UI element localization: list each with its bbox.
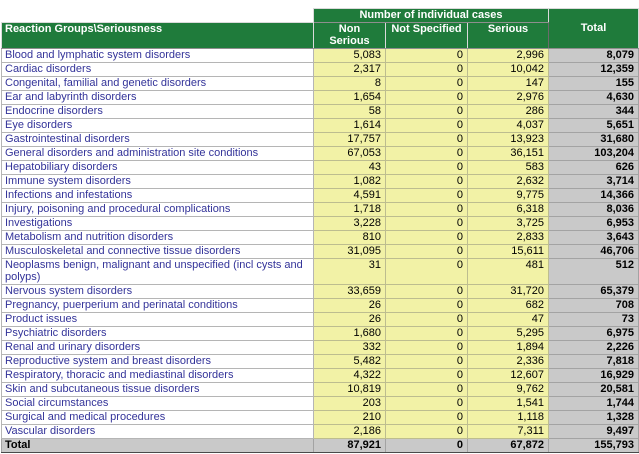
table-body <box>2 49 639 439</box>
not-specified-value: 0 <box>386 259 468 285</box>
table-row <box>2 327 639 341</box>
not-specified-value: 0 <box>386 63 468 77</box>
serious-value: 13,923 <box>468 133 549 147</box>
total-column-header: Total <box>549 9 639 49</box>
non-serious-value: 203 <box>314 397 386 411</box>
not-specified-value: 0 <box>386 425 468 439</box>
row-total-value: 512 <box>549 259 639 285</box>
non-serious-value: 10,819 <box>314 383 386 397</box>
row-total-value: 4,630 <box>549 91 639 105</box>
serious-value: 12,607 <box>468 369 549 383</box>
non-serious-value: 17,757 <box>314 133 386 147</box>
row-total-value: 1,744 <box>549 397 639 411</box>
non-serious-value: 1,082 <box>314 175 386 189</box>
not-specified-value: 0 <box>386 161 468 175</box>
group-header: Number of individual cases <box>314 9 549 23</box>
reaction-group-label[interactable]: Cardiac disorders <box>2 63 314 77</box>
reaction-group-label[interactable]: Renal and urinary disorders <box>2 341 314 355</box>
table-row <box>2 231 639 245</box>
total-non-serious-value: 87,921 <box>314 439 386 453</box>
column-header-non-serious: Non Serious <box>314 23 386 49</box>
non-serious-value: 2,317 <box>314 63 386 77</box>
not-specified-value: 0 <box>386 341 468 355</box>
row-dimension-header: Reaction Groups\Seriousness <box>2 23 314 49</box>
non-serious-value: 1,654 <box>314 91 386 105</box>
row-total-value: 8,036 <box>549 203 639 217</box>
not-specified-value: 0 <box>386 245 468 259</box>
serious-value: 15,611 <box>468 245 549 259</box>
serious-value: 481 <box>468 259 549 285</box>
serious-value: 2,976 <box>468 91 549 105</box>
non-serious-value: 67,053 <box>314 147 386 161</box>
row-total-value: 103,204 <box>549 147 639 161</box>
reaction-group-label[interactable]: Psychiatric disorders <box>2 327 314 341</box>
not-specified-value: 0 <box>386 49 468 63</box>
row-total-value: 626 <box>549 161 639 175</box>
reaction-group-label[interactable]: Injury, poisoning and procedural complications <box>2 203 314 217</box>
not-specified-value: 0 <box>386 383 468 397</box>
not-specified-value: 0 <box>386 231 468 245</box>
row-total-value: 6,953 <box>549 217 639 231</box>
table-row <box>2 91 639 105</box>
serious-value: 682 <box>468 299 549 313</box>
table-row <box>2 259 639 285</box>
row-total-value: 3,643 <box>549 231 639 245</box>
serious-value: 583 <box>468 161 549 175</box>
row-total-value: 8,079 <box>549 49 639 63</box>
not-specified-value: 0 <box>386 397 468 411</box>
reaction-group-label[interactable]: Vascular disorders <box>2 425 314 439</box>
table-row <box>2 383 639 397</box>
row-total-value: 12,359 <box>549 63 639 77</box>
reaction-group-label[interactable]: Musculoskeletal and connective tissue disorders <box>2 245 314 259</box>
non-serious-value: 1,680 <box>314 327 386 341</box>
header-row-group <box>2 9 639 23</box>
serious-value: 2,336 <box>468 355 549 369</box>
row-total-value: 20,581 <box>549 383 639 397</box>
table-row <box>2 341 639 355</box>
row-total-value: 5,651 <box>549 119 639 133</box>
not-specified-value: 0 <box>386 189 468 203</box>
serious-value: 3,725 <box>468 217 549 231</box>
serious-value: 9,775 <box>468 189 549 203</box>
not-specified-value: 0 <box>386 217 468 231</box>
reaction-group-label[interactable]: Infections and infestations <box>2 189 314 203</box>
total-serious-value: 67,872 <box>468 439 549 453</box>
reaction-group-label[interactable]: Endocrine disorders <box>2 105 314 119</box>
not-specified-value: 0 <box>386 355 468 369</box>
serious-value: 7,311 <box>468 425 549 439</box>
row-total-value: 2,226 <box>549 341 639 355</box>
table-row <box>2 77 639 91</box>
table-row <box>2 369 639 383</box>
serious-value: 1,541 <box>468 397 549 411</box>
row-total-value: 65,379 <box>549 285 639 299</box>
row-total-value: 3,714 <box>549 175 639 189</box>
non-serious-value: 26 <box>314 313 386 327</box>
row-total-value: 708 <box>549 299 639 313</box>
row-total-value: 9,497 <box>549 425 639 439</box>
reaction-group-label[interactable]: Nervous system disorders <box>2 285 314 299</box>
row-total-value: 31,680 <box>549 133 639 147</box>
not-specified-value: 0 <box>386 285 468 299</box>
total-not-specified-value: 0 <box>386 439 468 453</box>
serious-value: 1,894 <box>468 341 549 355</box>
non-serious-value: 58 <box>314 105 386 119</box>
table-row <box>2 175 639 189</box>
row-total-value: 155 <box>549 77 639 91</box>
reaction-group-label[interactable]: Hepatobiliary disorders <box>2 161 314 175</box>
non-serious-value: 4,591 <box>314 189 386 203</box>
non-serious-value: 31,095 <box>314 245 386 259</box>
non-serious-value: 332 <box>314 341 386 355</box>
row-total-value: 14,366 <box>549 189 639 203</box>
not-specified-value: 0 <box>386 77 468 91</box>
table-row <box>2 189 639 203</box>
reaction-group-label[interactable]: Metabolism and nutrition disorders <box>2 231 314 245</box>
table-row <box>2 411 639 425</box>
not-specified-value: 0 <box>386 105 468 119</box>
reaction-group-label[interactable]: Congenital, familial and genetic disorders <box>2 77 314 91</box>
reaction-groups-table <box>1 8 639 453</box>
non-serious-value: 4,322 <box>314 369 386 383</box>
serious-value: 2,996 <box>468 49 549 63</box>
non-serious-value: 43 <box>314 161 386 175</box>
serious-value: 286 <box>468 105 549 119</box>
table-row <box>2 285 639 299</box>
table-row <box>2 217 639 231</box>
table-row <box>2 49 639 63</box>
not-specified-value: 0 <box>386 313 468 327</box>
not-specified-value: 0 <box>386 299 468 313</box>
reaction-group-label[interactable]: Respiratory, thoracic and mediastinal disorders <box>2 369 314 383</box>
serious-value: 2,632 <box>468 175 549 189</box>
reaction-group-label[interactable]: Eye disorders <box>2 119 314 133</box>
total-row-label: Total <box>2 439 314 453</box>
row-total-value: 6,975 <box>549 327 639 341</box>
table-row <box>2 119 639 133</box>
not-specified-value: 0 <box>386 203 468 217</box>
serious-value: 5,295 <box>468 327 549 341</box>
table-row <box>2 299 639 313</box>
non-serious-value: 5,083 <box>314 49 386 63</box>
reaction-group-label[interactable]: Reproductive system and breast disorders <box>2 355 314 369</box>
table-row <box>2 105 639 119</box>
table-row <box>2 63 639 77</box>
non-serious-value: 8 <box>314 77 386 91</box>
non-serious-value: 26 <box>314 299 386 313</box>
header-row-columns <box>2 23 639 49</box>
table-row <box>2 397 639 411</box>
serious-value: 6,318 <box>468 203 549 217</box>
reaction-group-label[interactable]: Surgical and medical procedures <box>2 411 314 425</box>
reaction-group-label[interactable]: General disorders and administration site conditions <box>2 147 314 161</box>
row-total-value: 7,818 <box>549 355 639 369</box>
reaction-group-label[interactable]: Ear and labyrinth disorders <box>2 91 314 105</box>
table-row <box>2 313 639 327</box>
non-serious-value: 33,659 <box>314 285 386 299</box>
not-specified-value: 0 <box>386 119 468 133</box>
non-serious-value: 2,186 <box>314 425 386 439</box>
table-row <box>2 355 639 369</box>
not-specified-value: 0 <box>386 327 468 341</box>
non-serious-value: 5,482 <box>314 355 386 369</box>
column-header-serious: Serious <box>468 23 549 49</box>
serious-value: 2,833 <box>468 231 549 245</box>
reaction-group-label[interactable]: Product issues <box>2 313 314 327</box>
not-specified-value: 0 <box>386 133 468 147</box>
reaction-group-label[interactable]: Immune system disorders <box>2 175 314 189</box>
serious-value: 9,762 <box>468 383 549 397</box>
non-serious-value: 31 <box>314 259 386 285</box>
row-total-value: 73 <box>549 313 639 327</box>
row-total-value: 344 <box>549 105 639 119</box>
table-row <box>2 133 639 147</box>
table-row <box>2 203 639 217</box>
table-row <box>2 147 639 161</box>
reaction-group-label[interactable]: Blood and lymphatic system disorders <box>2 49 314 63</box>
serious-value: 31,720 <box>468 285 549 299</box>
serious-value: 36,151 <box>468 147 549 161</box>
not-specified-value: 0 <box>386 91 468 105</box>
reaction-group-label[interactable]: Pregnancy, puerperium and perinatal conditions <box>2 299 314 313</box>
not-specified-value: 0 <box>386 175 468 189</box>
not-specified-value: 0 <box>386 369 468 383</box>
table-row <box>2 425 639 439</box>
row-total-value: 1,328 <box>549 411 639 425</box>
reaction-group-label[interactable]: Gastrointestinal disorders <box>2 133 314 147</box>
not-specified-value: 0 <box>386 147 468 161</box>
non-serious-value: 3,228 <box>314 217 386 231</box>
row-total-value: 46,706 <box>549 245 639 259</box>
non-serious-value: 1,718 <box>314 203 386 217</box>
non-serious-value: 210 <box>314 411 386 425</box>
total-overall-value: 155,793 <box>549 439 639 453</box>
table-row <box>2 245 639 259</box>
table-row <box>2 161 639 175</box>
corner-cell <box>2 9 314 23</box>
serious-value: 4,037 <box>468 119 549 133</box>
reaction-group-label[interactable]: Social circumstances <box>2 397 314 411</box>
reaction-group-label[interactable]: Investigations <box>2 217 314 231</box>
non-serious-value: 810 <box>314 231 386 245</box>
serious-value: 147 <box>468 77 549 91</box>
serious-value: 47 <box>468 313 549 327</box>
reaction-group-label[interactable]: Skin and subcutaneous tissue disorders <box>2 383 314 397</box>
non-serious-value: 1,614 <box>314 119 386 133</box>
not-specified-value: 0 <box>386 411 468 425</box>
serious-value: 1,118 <box>468 411 549 425</box>
serious-value: 10,042 <box>468 63 549 77</box>
reaction-group-label[interactable]: Neoplasms benign, malignant and unspecified (incl cysts and polyps) <box>2 259 314 285</box>
row-total-value: 16,929 <box>549 369 639 383</box>
column-header-not-specified: Not Specified <box>386 23 468 49</box>
